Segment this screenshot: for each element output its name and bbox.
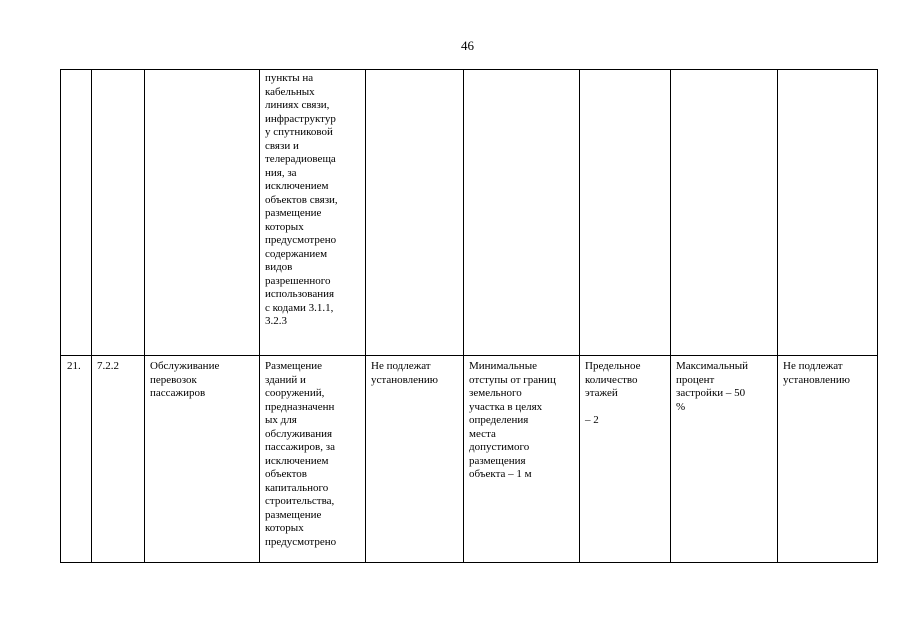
zoning-regulations-table	[60, 69, 878, 563]
row-number-cell: 21.	[61, 356, 92, 563]
row-number-cell	[61, 70, 92, 356]
plot-area-cell: Не подлежат установлению	[366, 356, 464, 563]
setbacks-cell: Минимальные отступы от границ земельного участка в целях определения места допустимого размещения объекта – 1 м	[464, 356, 580, 563]
floors-value: – 2	[585, 413, 599, 426]
coverage-cell: Максимальный процент застройки – 50 %	[671, 356, 778, 563]
other-params-cell: Не подлежат установлению	[778, 356, 878, 563]
code-cell: 7.2.2	[92, 356, 145, 563]
floors-cell	[580, 70, 671, 356]
use-name-cell: Обслуживание перевозок пассажиров	[145, 356, 260, 563]
floors-cell	[580, 356, 671, 563]
use-name-cell	[145, 70, 260, 356]
coverage-cell	[671, 70, 778, 356]
page-number: 46	[461, 38, 474, 53]
code-cell	[92, 70, 145, 356]
use-description-cell: пункты на кабельных линиях связи, инфраструктур у спутниковой связи и телерадиовеща ния, за исключением объектов связи, размещение которых предусмотрено содержанием видов разрешенного использования с кодами 3.1.1, 3.2.3	[260, 70, 366, 356]
plot-area-cell	[366, 70, 464, 356]
other-params-cell	[778, 70, 878, 356]
floors-label: Предельное количество этажей	[585, 360, 641, 399]
use-description-cell: Размещение зданий и сооружений, предназначенн ых для обслуживания пассажиров, за исключением объектов капитального строительства, размещение которых предусмотрено	[260, 356, 366, 563]
setbacks-cell	[464, 70, 580, 356]
table-row	[61, 70, 878, 356]
table-row	[61, 356, 878, 563]
